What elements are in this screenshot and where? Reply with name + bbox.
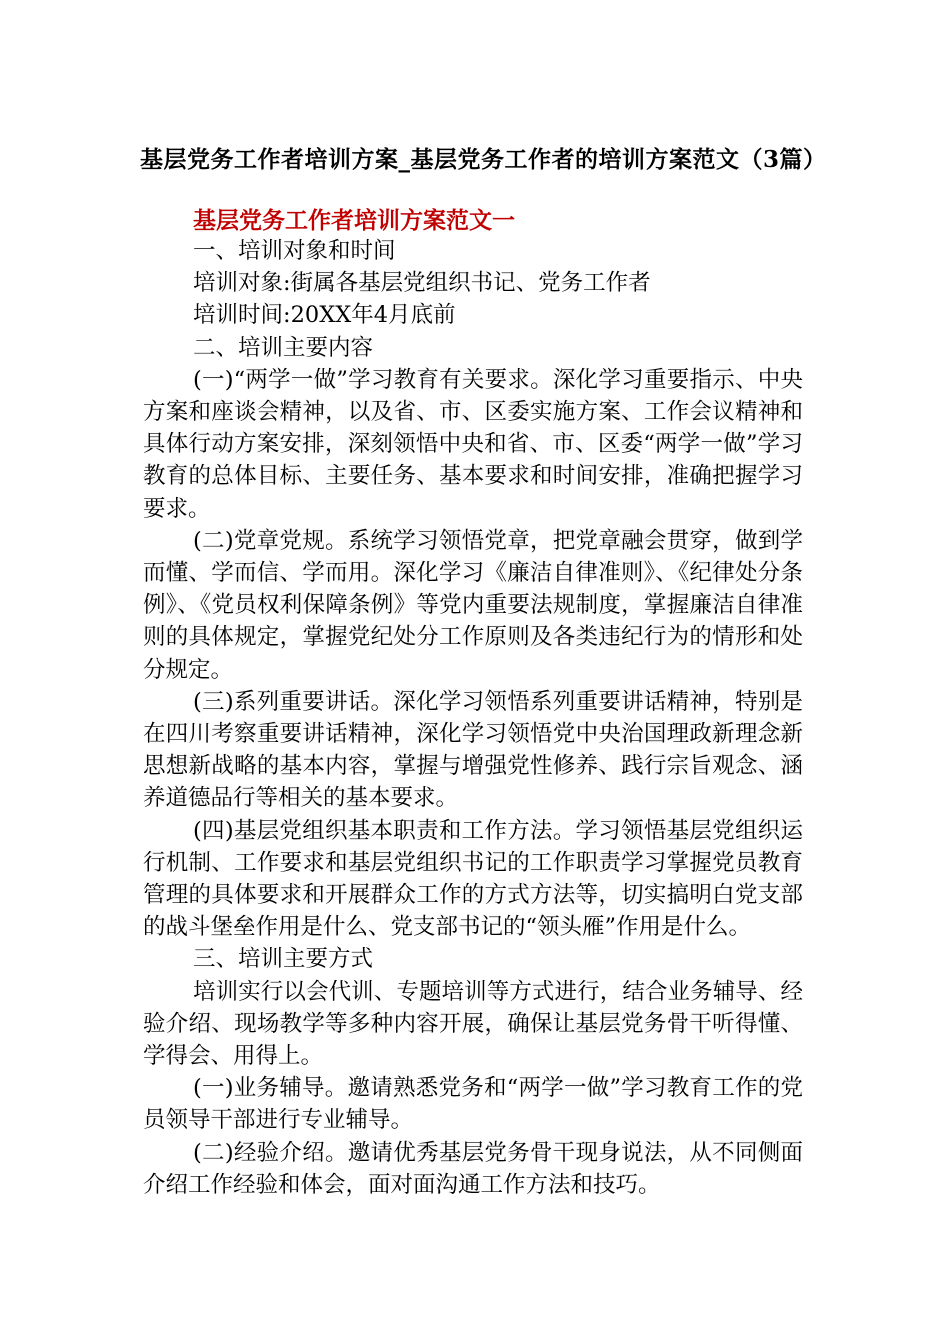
section-title: 基层党务工作者培训方案范文一 bbox=[193, 207, 515, 234]
paragraph: (一)“两学一做”学习教育有关要求。深化学习重要指示、中央方案和座谈会精神，以及省、市、区委实施方案、工作会议精神和具体行动方案安排，深刻领悟中央和省、市、区委“两学一做”学习教育的总体目标、主要任务、基本要求和时间安排，准确把握学习要求。 bbox=[143, 366, 803, 522]
paragraph: 一、培训对象和时间 bbox=[193, 238, 396, 264]
paragraph: 培训对象:街属各基层党组织书记、党务工作者 bbox=[193, 270, 651, 297]
paragraph: 培训实行以会代训、专题培训等方式进行，结合业务辅导、经验介绍、现场教学等多种内容开展，确保让基层党务骨干听得懂、学得会、用得上。 bbox=[143, 978, 803, 1070]
paragraph: (四)基层党组织基本职责和工作方法。学习领悟基层党组织运行机制、工作要求和基层党组织书记的工作职责学习掌握党员教育管理的具体要求和开展群众工作的方式方法等，切实搞明白党支部的战斗堡垒作用是什么、党支部书记的“领头雁”作用是什么。 bbox=[143, 817, 803, 941]
document-title: 基层党务工作者培训方案_基层党务工作者的培训方案范文（3篇） bbox=[140, 146, 827, 173]
paragraph: 三、培训主要方式 bbox=[193, 946, 374, 973]
paragraph: 培训时间:20XX年4月底前 bbox=[193, 302, 456, 329]
paragraph: (二)党章党规。系统学习领悟党章，把党章融会贯穿，做到学而懂、学而信、学而用。深化学习《廉洁自律准则》、《纪律处分条例》、《党员权利保障条例》等党内重要法规制度，掌握廉洁自律准则的具体规定，掌握党纪处分工作原则及各类违纪行为的情形和处分规定。 bbox=[143, 527, 803, 683]
paragraph: (二)经验介绍。邀请优秀基层党务骨干现身说法，从不同侧面介绍工作经验和体会，面对面沟通工作方法和技巧。 bbox=[143, 1139, 803, 1198]
paragraph: (一)业务辅导。邀请熟悉党务和“两学一做”学习教育工作的党员领导干部进行专业辅导。 bbox=[143, 1075, 803, 1134]
document-body bbox=[143, 235, 803, 1201]
paragraph: 二、培训主要内容 bbox=[193, 334, 374, 361]
paragraph: (三)系列重要讲话。深化学习领悟系列重要讲话精神，特别是在四川考察重要讲话精神，深化学习领悟党中央治国理政新理念新思想新战略的基本内容，掌握与增强党性修养、践行宗旨观念、涵养道德品行等相关的基本要求。 bbox=[143, 688, 803, 812]
